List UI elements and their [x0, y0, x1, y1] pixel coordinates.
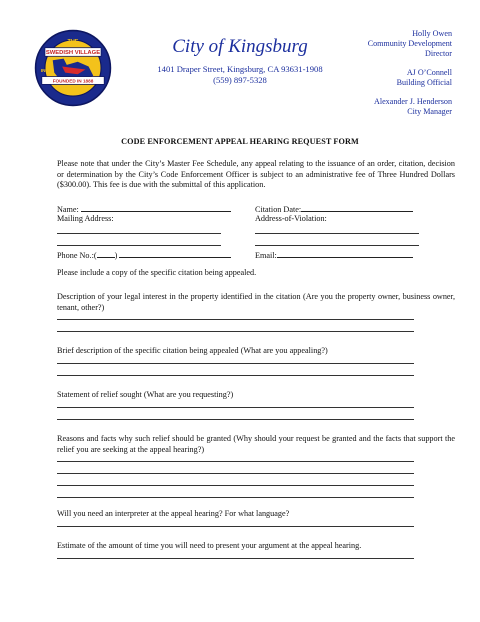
violation-address-label: Address-of-Violation: [255, 214, 327, 223]
staff-name: Holly Owen [412, 29, 452, 38]
violation-address-line[interactable] [255, 245, 419, 246]
answer-line[interactable] [57, 526, 414, 527]
answer-line[interactable] [57, 319, 414, 320]
answer-line[interactable] [57, 473, 414, 474]
mailing-address-line[interactable] [57, 233, 221, 234]
city-address: 1401 Draper Street, Kingsburg, CA 93631-1908 [157, 64, 323, 74]
phone-field[interactable] [57, 249, 255, 261]
email-blank[interactable] [277, 249, 413, 258]
staff-title: Community Development [367, 39, 452, 48]
mailing-address-label: Mailing Address: [57, 214, 114, 223]
violation-address-field[interactable] [255, 214, 427, 224]
seal-arc-text: SWEDISH VILLAGE [45, 49, 101, 56]
answer-line[interactable] [57, 363, 414, 364]
form-title: CODE ENFORCEMENT APPEAL HEARING REQUEST FORM [121, 137, 359, 146]
include-copy-note: Please include a copy of the specific citation being appealed. [57, 268, 257, 277]
staff-entry [322, 29, 452, 59]
citation-date-blank[interactable] [301, 203, 413, 212]
brief-description-question: Brief description of the specific citation being appealed (What are you appealing?) [57, 346, 328, 355]
email-field[interactable] [255, 249, 427, 261]
answer-line[interactable] [57, 461, 414, 462]
phone-label: Phone No.:( [57, 251, 97, 260]
name-label: Name: [57, 205, 79, 214]
mailing-address-field[interactable] [57, 214, 255, 224]
city-seal-logo [34, 29, 112, 107]
answer-line[interactable] [57, 331, 414, 332]
citation-date-label: Citation Date: [255, 205, 302, 214]
field-row [57, 214, 427, 224]
phone-paren: ) [114, 251, 118, 260]
phone-number-blank[interactable] [119, 249, 231, 258]
name-blank[interactable] [81, 203, 231, 212]
field-row [57, 249, 427, 261]
staff-title: City Manager [407, 107, 452, 116]
violation-address-line[interactable] [255, 233, 419, 234]
legal-interest-question: Description of your legal interest in the property identified in the citation (Are you the property owner, business owner, tenant, other?) [57, 292, 455, 312]
phone-area-code-blank[interactable] [97, 249, 115, 258]
email-label: Email: [255, 251, 277, 260]
relief-question: Statement of relief sought (What are you requesting?) [57, 390, 234, 399]
answer-line[interactable] [57, 419, 414, 420]
interpreter-question: Will you need an interpreter at the appeal hearing? For what language? [57, 509, 290, 518]
reasons-question: Reasons and facts why such relief should be granted (Why should your request be granted and the facts that support the relief you are seeking at the appeal hearing?) [57, 434, 455, 454]
seal-inc-text: INC [40, 67, 49, 73]
answer-line[interactable] [57, 497, 414, 498]
answer-line[interactable] [57, 407, 414, 408]
staff-name: AJ O’Connell [406, 68, 452, 77]
staff-name: Alexander J. Henderson [374, 97, 452, 106]
city-name-title: City of Kingsburg [172, 36, 308, 57]
staff-directory [322, 29, 452, 126]
intro-paragraph: Please note that under the City’s Master Fee Schedule, any appeal relating to the issuance of an order, citation, decision or determination by the City’s Code Enforcement Officer is subject to an administrative fee of Three Hundred Dollars ($300.00). This fee is due with the submittal of this application. [57, 159, 455, 189]
answer-line[interactable] [57, 558, 414, 559]
city-phone: (559) 897-5328 [213, 75, 267, 85]
seal-ribbon-text: FOUNDED IN 1888 [52, 78, 94, 84]
seal-top-text: THE [67, 39, 79, 46]
answer-line[interactable] [57, 485, 414, 486]
time-estimate-question: Estimate of the amount of time you will need to present your argument at the appeal hearing. [57, 541, 362, 550]
staff-title: Building Official [396, 78, 452, 87]
answer-line[interactable] [57, 375, 414, 376]
mailing-address-line[interactable] [57, 245, 221, 246]
staff-entry [322, 68, 452, 88]
staff-entry [322, 97, 452, 117]
staff-title: Director [425, 49, 452, 58]
